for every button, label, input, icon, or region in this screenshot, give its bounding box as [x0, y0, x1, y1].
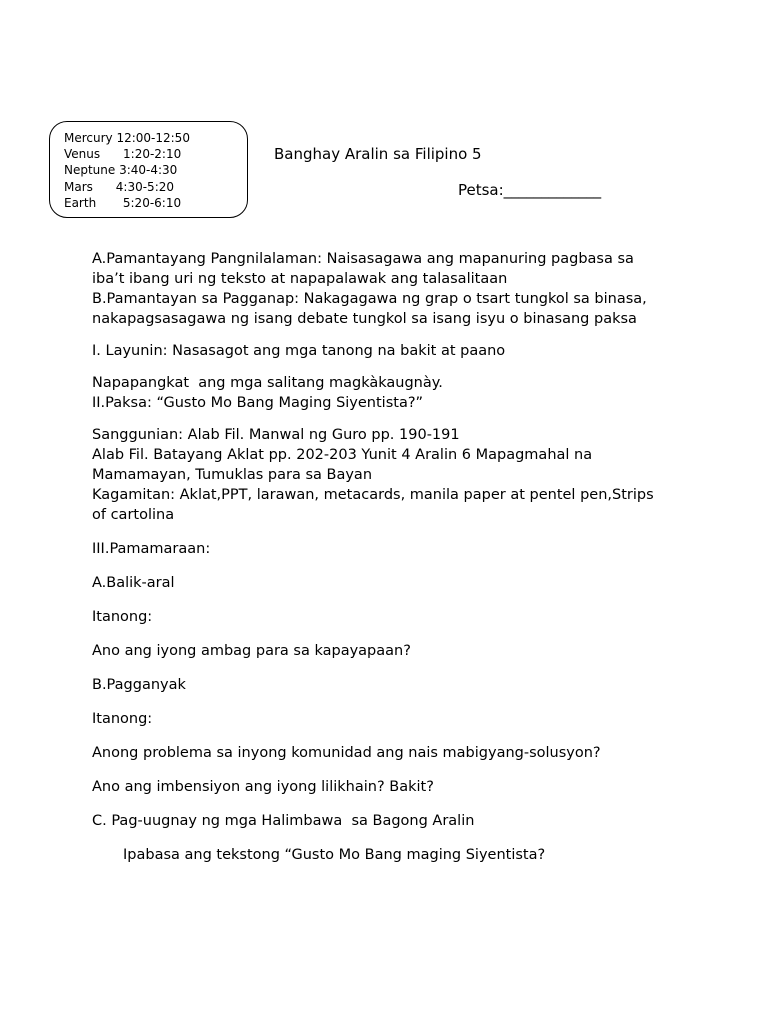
class-schedule-box: [49, 121, 248, 218]
reference-line-2: Alab Fil. Batayang Aklat pp. 202-203 Yunit 4 Aralin 6 Mapagmahal na: [92, 447, 593, 463]
ask-label-2: Itanong:: [92, 711, 153, 727]
content-standard-line-1: A.Pamantayang Pangnilalaman: Naisasagawa ang mapanuring pagbasa sa: [92, 251, 634, 267]
motivation-heading: B.Pagganyak: [92, 677, 186, 693]
review-heading: A.Balik-aral: [92, 575, 175, 591]
topic-line: II.Paksa: “Gusto Mo Bang Maging Siyentista?”: [92, 395, 424, 411]
motivation-question-2: Ano ang imbensiyon ang iyong lilikhain? Bakit?: [92, 779, 434, 795]
schedule-row-earth: Earth 5:20-6:10: [64, 195, 182, 210]
materials-line-2: of cartolina: [92, 507, 175, 523]
ask-label-1: Itanong:: [92, 609, 153, 625]
reading-instruction: Ipabasa ang tekstong “Gusto Mo Bang maging Siyentista?: [123, 847, 546, 863]
objective-line-2: Napapangkat ang mga salitang magkàkaugnày.: [92, 375, 443, 391]
document-title: Banghay Aralin sa Filipino 5: [274, 145, 482, 163]
schedule-row-mars: Mars 4:30-5:20: [64, 179, 175, 194]
reference-line-1: Sanggunian: Alab Fil. Manwal ng Guro pp. 190-191: [92, 427, 460, 443]
materials-line-1: Kagamitan: Aklat,PPT, larawan, metacards, manila paper at pentel pen,Strips: [92, 487, 654, 503]
schedule-row-mercury: Mercury 12:00-12:50: [64, 131, 190, 145]
date-field: Petsa:_____________: [458, 181, 602, 199]
schedule-row-venus: Venus 1:20-2:10: [64, 147, 182, 162]
lesson-plan-body: [92, 249, 692, 865]
reference-line-3: Mamamayan, Tumuklas para sa Bayan: [92, 467, 373, 483]
performance-standard-line-1: B.Pamantayan sa Pagganap: Nakagagawa ng grap o tsart tungkol sa binasa,: [92, 291, 647, 307]
content-standard-line-2: iba’t ibang uri ng teksto at napapalawak ang talasalitaan: [92, 271, 508, 287]
linking-heading: C. Pag-uugnay ng mga Halimbawa sa Bagong Aralin: [92, 813, 475, 829]
procedure-heading: III.Pamamaraan:: [92, 541, 211, 557]
motivation-question-1: Anong problema sa inyong komunidad ang nais mabigyang-solusyon?: [92, 745, 601, 761]
review-question: Ano ang iyong ambag para sa kapayapaan?: [92, 643, 411, 659]
objective-line: I. Layunin: Nasasagot ang mga tanong na bakit at paano: [92, 343, 506, 359]
schedule-row-neptune: Neptune 3:40-4:30: [64, 163, 178, 178]
performance-standard-line-2: nakapagsasagawa ng isang debate tungkol sa isang isyu o binasang paksa: [92, 311, 637, 327]
